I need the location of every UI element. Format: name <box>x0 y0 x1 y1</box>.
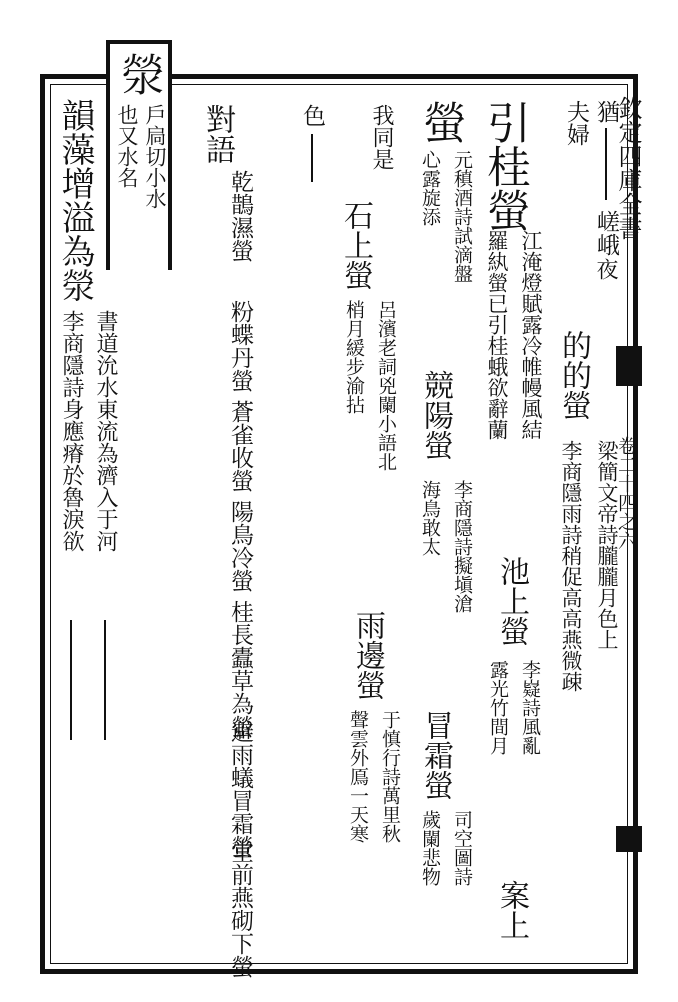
heading-c10: 韻藻增溢為滎 <box>55 98 95 302</box>
note-c6-2: 呂濱老詞兇闌小語北 <box>375 300 397 471</box>
note-c10-2: 李商隱詩身應瘠於魯淚欲 <box>59 310 84 552</box>
pair-c8a: 乾鵲濕螢 <box>227 170 253 262</box>
pair-c8g: 堂前燕砌下螢 <box>227 840 253 978</box>
heading-c6: 石上螢 <box>338 200 373 290</box>
note-c9-1: 戶扃切小水 <box>143 104 167 209</box>
note-c4b-1: 李嶷詩風亂 <box>519 660 541 755</box>
text-c1b: 嵯峨 <box>593 210 619 256</box>
heading-c9: 滎 <box>113 52 164 96</box>
heading-c4c: 案上 <box>494 880 529 940</box>
note-c3-2: 李商隱雨詩稍促高高燕微疎 <box>559 440 583 692</box>
book-title: 欽定四庫全書 <box>614 96 642 240</box>
note-c4b-2: 露光竹間月 <box>487 660 509 755</box>
repeat-mark <box>605 128 607 200</box>
heading-c3: 的的螢 <box>556 330 591 420</box>
pair-c8c: 蒼雀收螢 <box>227 400 253 492</box>
heading-c6b: 雨邊螢 <box>350 610 385 700</box>
heading-c4: 引桂螢 <box>479 100 530 232</box>
heading-c5: 螢 <box>415 100 466 144</box>
note-c5c-2: 歲闌悲物 <box>419 810 441 886</box>
heading-c8: 對語 <box>200 104 235 164</box>
pair-c8d: 陽鳥冷螢 <box>227 500 253 592</box>
repeat-mark <box>70 620 72 740</box>
repeat-mark <box>311 134 313 182</box>
note-c5-2: 心露旋添 <box>419 150 441 226</box>
text-c1c: 夫婦 <box>563 100 589 146</box>
pair-c8e: 桂長蠹草為螢 <box>227 600 253 738</box>
note-c5b-2: 海鳥敢太 <box>419 480 441 556</box>
note-c5-1: 元稹酒詩試滴盤 <box>451 150 473 283</box>
pair-c8f: 避雨蟻冒霜螢 <box>227 720 253 858</box>
repeat-mark <box>104 620 106 740</box>
note-c6b-2: 聲雲外鳫一天寒 <box>347 710 369 843</box>
text-c2a: 夜 <box>593 258 618 280</box>
fishtail-mark-lower <box>616 826 642 852</box>
note-c5b-1: 李商隱詩擬塡滄 <box>451 480 473 613</box>
note-c4-1: 江淹燈賦露冷帷幔風結 <box>519 230 543 440</box>
note-c6-1: 我同是 <box>369 104 394 170</box>
pair-c8b: 粉蝶丹螢 <box>227 300 253 392</box>
margin-strip <box>614 96 654 946</box>
note-c6b-1: 于慎行詩萬里秋 <box>379 710 401 843</box>
text-c7: 色 <box>299 104 325 127</box>
volume-label: 卷二十四之六 <box>615 436 637 550</box>
heading-c4b: 池上螢 <box>494 556 529 646</box>
note-c3-1: 梁簡文帝詩朧朧月色上 <box>595 440 619 650</box>
note-c5c-1: 司空圖詩 <box>451 810 473 886</box>
note-c9-2: 也又水名 <box>115 104 139 188</box>
text-c1a: 猶 <box>593 100 619 123</box>
fishtail-mark <box>616 346 642 386</box>
note-c6-3: 梢月緩步渝拈 <box>343 300 365 414</box>
heading-c5c: 冒霜螢 <box>418 710 453 800</box>
note-c4-2: 羅紈螢已引桂蛾欲辭蘭 <box>485 230 509 440</box>
note-c10-1: 書道沇水東流為濟入于河 <box>93 310 118 552</box>
heading-c5b: 競陽螢 <box>418 370 453 460</box>
